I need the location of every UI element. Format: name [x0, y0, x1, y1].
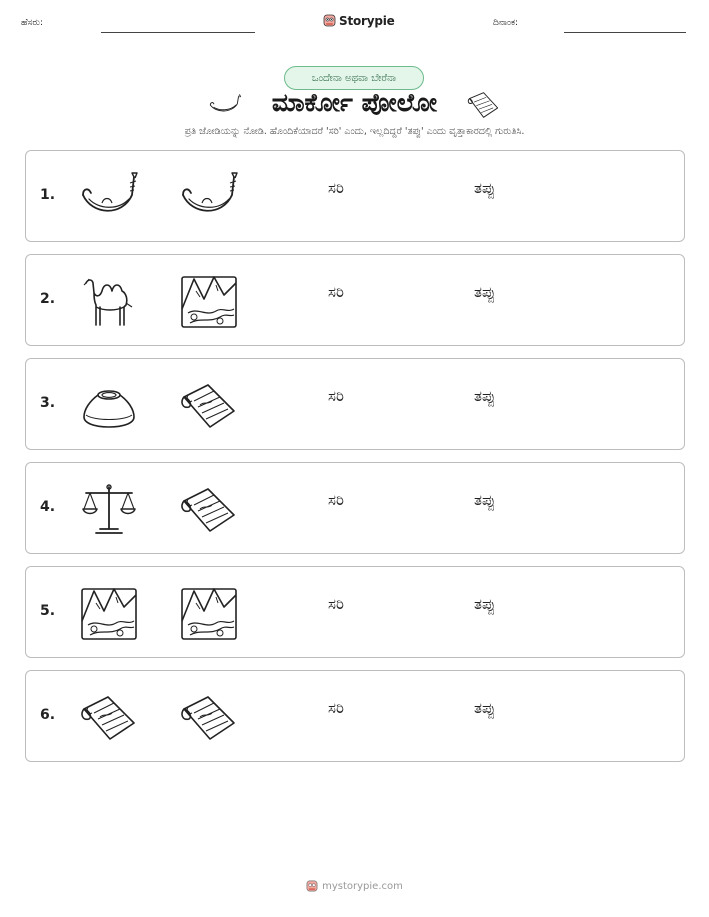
name-label: ಹೆಸರು:: [21, 18, 44, 28]
gondola-icon: [180, 169, 238, 227]
instructions: ಪ್ರತಿ ಜೋಡಿಯನ್ನು ನೋಡಿ. ಹೊಂದಿಕೆಯಾದರೆ 'ಸರಿ' ಎಂದು, ಇಲ್ಲದಿದ್ದರೆ 'ತಪ್ಪು' ಎಂದು ವೃತ್ತಾಕಾರದಲ್ಲಿ ಗುರುತಿಸಿ.: [184, 126, 525, 137]
question-card-2: [25, 254, 685, 346]
footer: [0, 879, 709, 893]
footer-url[interactable]: mystorypie.com: [322, 880, 403, 892]
question-number: 1.: [40, 187, 56, 203]
question-number: 6.: [40, 707, 56, 723]
map-scroll-icon: [180, 481, 238, 539]
question-number: 4.: [40, 499, 56, 515]
option-false[interactable]: ತಪ್ಪು: [474, 387, 496, 405]
map-scroll-icon: [180, 689, 238, 747]
question-number: 3.: [40, 395, 56, 411]
storypie-mascot-icon: [323, 13, 336, 28]
question-card-6: [25, 670, 685, 762]
mountains-icon: [180, 273, 238, 331]
map-scroll-icon: [80, 689, 138, 747]
storypie-mascot-icon: [306, 879, 318, 893]
name-line[interactable]: [101, 32, 255, 33]
gondola-icon: [80, 169, 138, 227]
question-card-3: [25, 358, 685, 450]
mountains-icon: [80, 585, 138, 643]
bowl-icon: [80, 377, 138, 435]
option-true[interactable]: ಸರಿ: [328, 491, 344, 509]
map-scroll-icon: [466, 90, 500, 120]
map-scroll-icon: [180, 377, 238, 435]
date-line[interactable]: [564, 32, 686, 33]
question-card-1: [25, 150, 685, 242]
brand-logo: [323, 13, 395, 28]
option-false[interactable]: ತಪ್ಪು: [474, 179, 496, 197]
option-false[interactable]: ತಪ್ಪು: [474, 491, 496, 509]
option-true[interactable]: ಸರಿ: [328, 699, 344, 717]
title-row: [0, 88, 709, 122]
worksheet-type-badge: ಒಂದೇನಾ ಅಥವಾ ಬೇರೆನಾ: [284, 66, 424, 90]
mountains-icon: [180, 585, 238, 643]
question-card-5: [25, 566, 685, 658]
option-false[interactable]: ತಪ್ಪು: [474, 699, 496, 717]
camel-icon: [80, 273, 138, 331]
brand-name: Storypie: [339, 13, 395, 28]
option-true[interactable]: ಸರಿ: [328, 283, 344, 301]
option-true[interactable]: ಸರಿ: [328, 179, 344, 197]
option-true[interactable]: ಸರಿ: [328, 387, 344, 405]
question-number: 5.: [40, 603, 56, 619]
scales-icon: [80, 481, 138, 539]
page-title: ಮಾರ್ಕೋ ಪೋಲೋ: [271, 88, 438, 117]
question-number: 2.: [40, 291, 56, 307]
option-false[interactable]: ತಪ್ಪು: [474, 595, 496, 613]
option-false[interactable]: ತಪ್ಪು: [474, 283, 496, 301]
question-card-4: [25, 462, 685, 554]
date-label: ದಿನಾಂಕ:: [493, 18, 519, 28]
option-true[interactable]: ಸರಿ: [328, 595, 344, 613]
